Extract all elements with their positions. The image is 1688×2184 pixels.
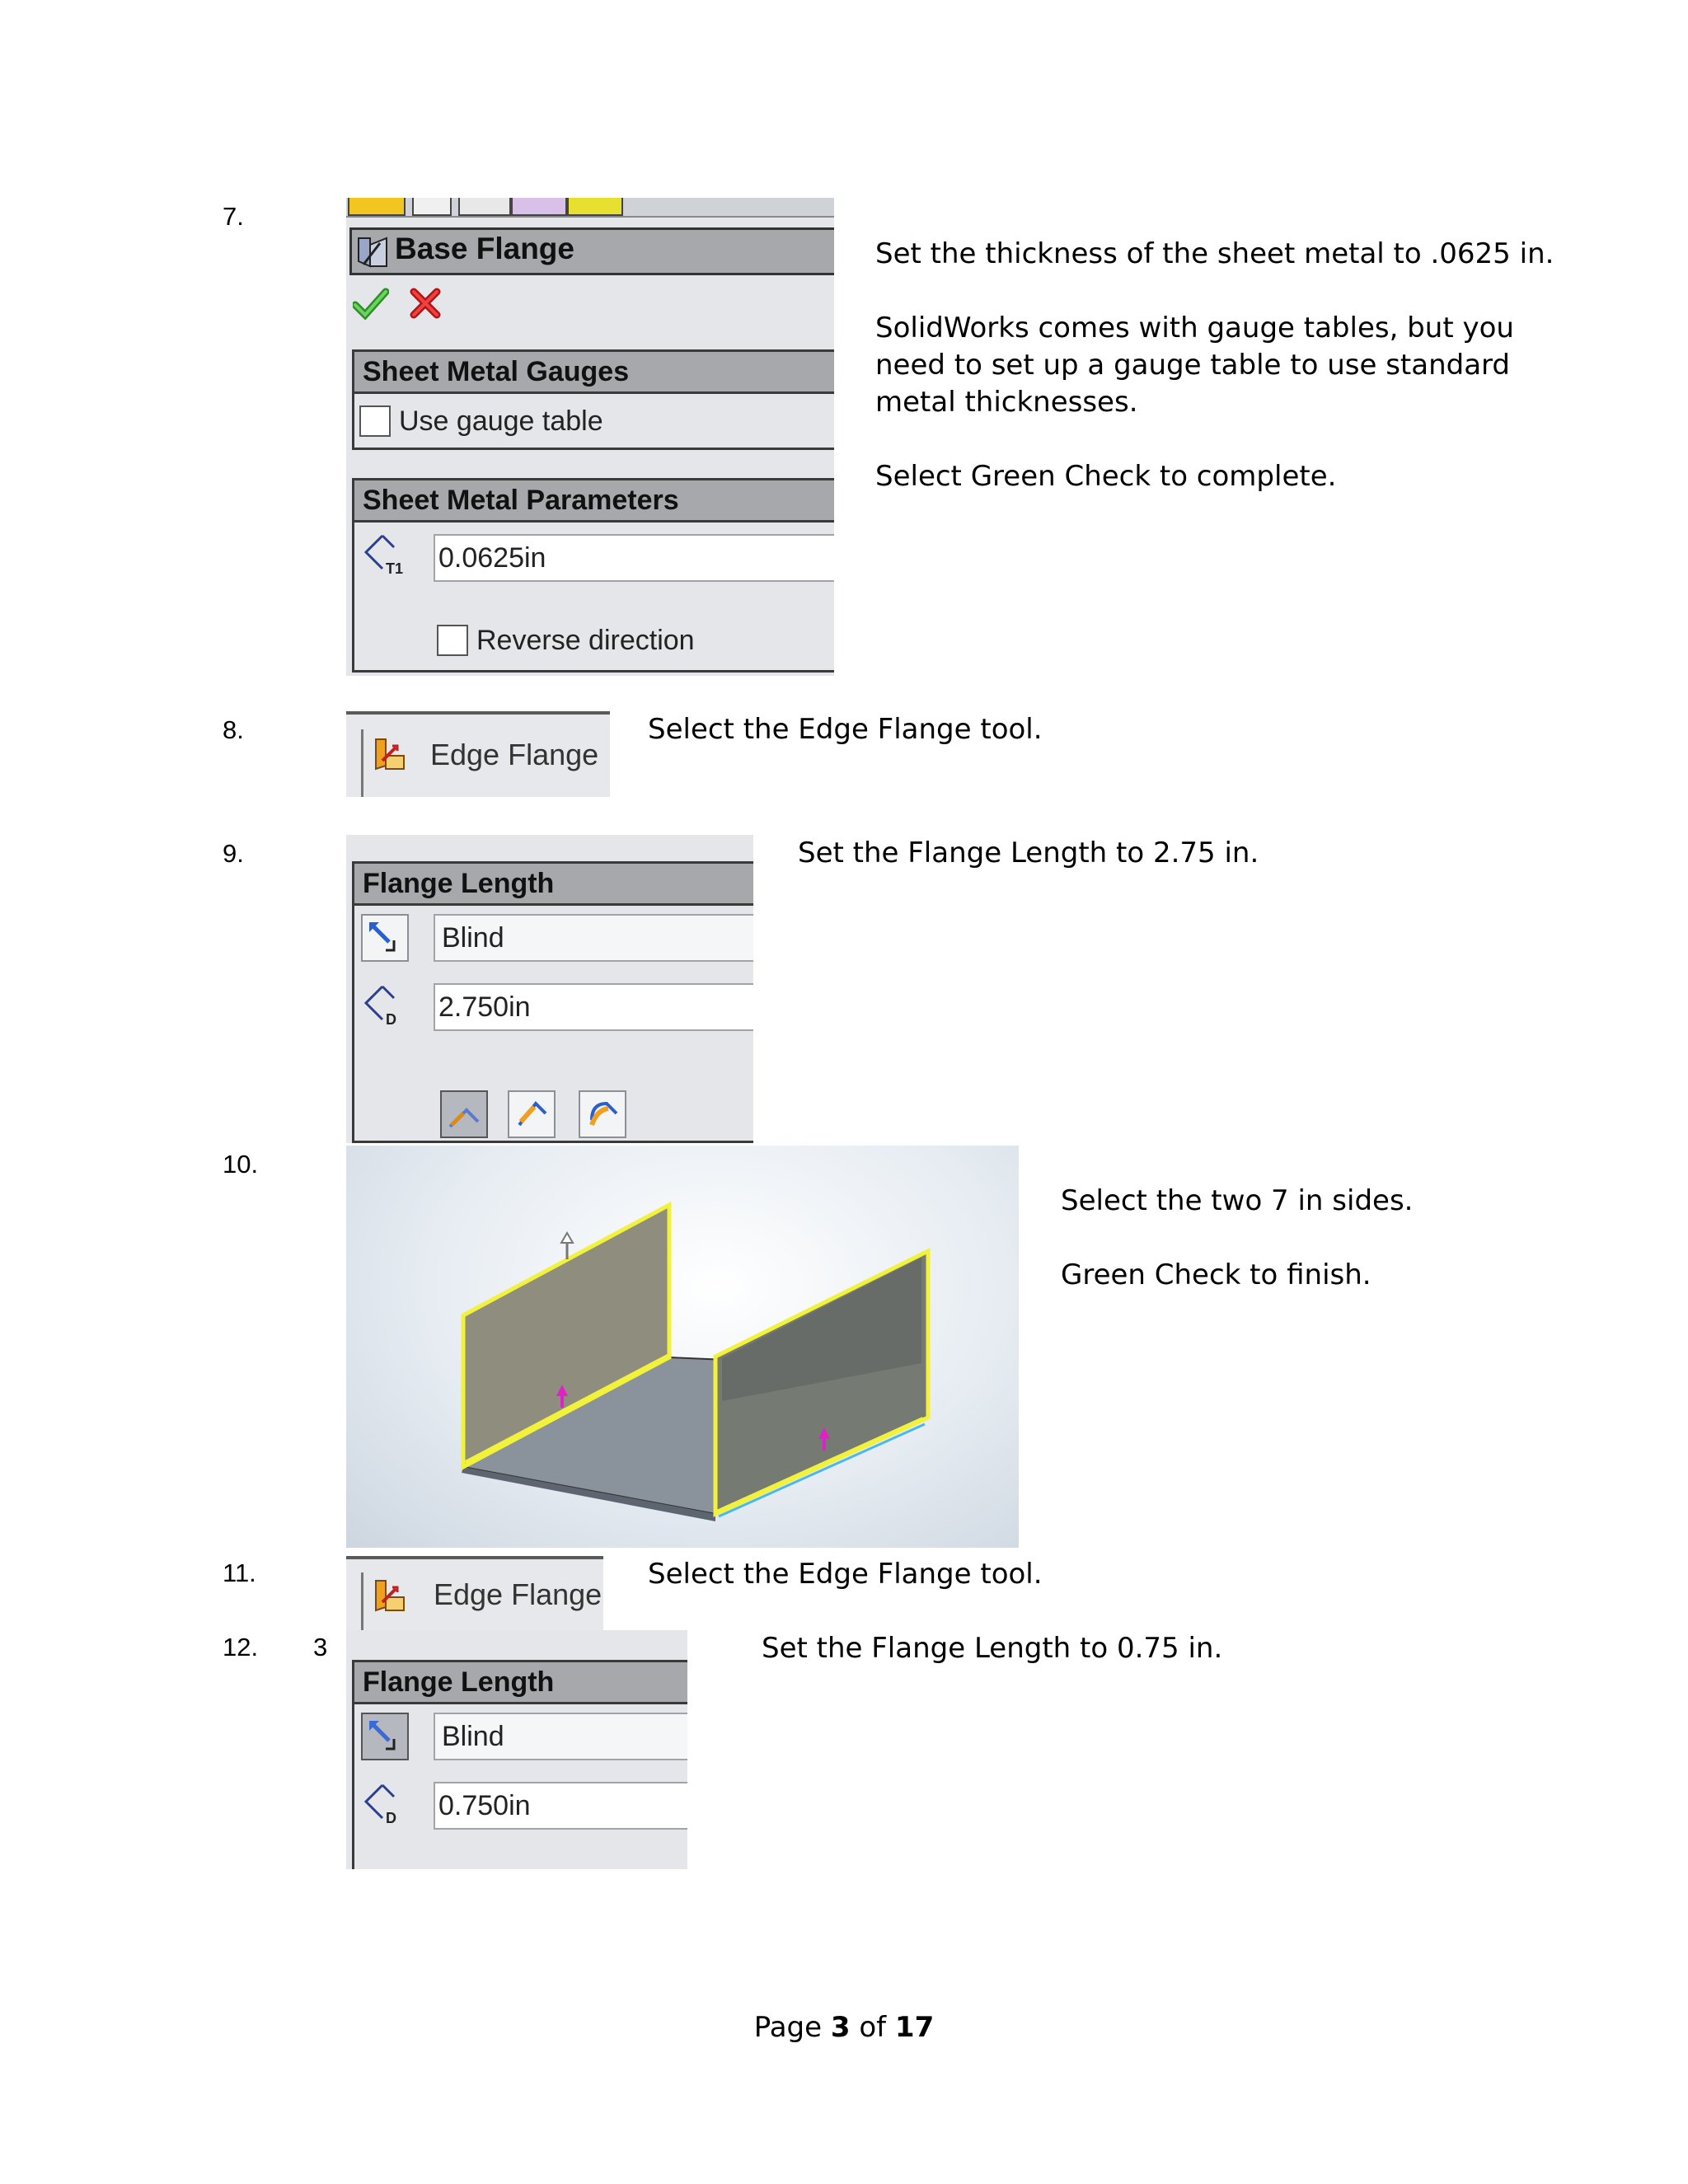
sheet-metal-parameters-group — [352, 523, 834, 673]
side-mark: 3 — [313, 1633, 328, 1661]
edge-flange-tool-button[interactable] — [346, 711, 610, 797]
inner-virtual-sharp-button[interactable] — [508, 1090, 556, 1138]
step-9-instructions — [798, 835, 1457, 872]
instruction-line: Set the Flange Length to 0.75 in. — [762, 1632, 1223, 1665]
edge-flange-tool-button[interactable] — [346, 1556, 603, 1632]
panel-title-bar — [349, 227, 834, 275]
edge-flange-label: Edge Flange — [430, 738, 599, 771]
step-number-8: 8. — [223, 715, 244, 744]
reverse-direction-label: Reverse direction — [476, 625, 695, 656]
flange-length-input[interactable]: 2.750in — [434, 983, 753, 1031]
dimxpert-tab-icon[interactable] — [511, 198, 567, 216]
flange-length-group — [352, 1704, 687, 1869]
display-manager-tab-icon[interactable] — [567, 198, 623, 216]
total-page-count: 17 — [894, 2011, 935, 2044]
use-gauge-table-label: Use gauge table — [399, 405, 603, 437]
svg-text:T1: T1 — [386, 560, 404, 577]
direction-arrow-icon — [363, 916, 407, 960]
property-manager-tabs[interactable] — [346, 198, 834, 218]
flange-length-panel — [346, 835, 753, 1143]
sheet-metal-gauges-group — [352, 394, 834, 450]
sheet-metal-gauges-header[interactable]: Sheet Metal Gauges — [352, 349, 834, 394]
step-number-12: 12. — [223, 1633, 259, 1661]
toolbar-separator — [361, 1572, 363, 1632]
step-number-11: 11. — [223, 1558, 256, 1587]
end-condition-direction-button[interactable] — [361, 914, 409, 962]
tangent-bend-button[interactable] — [579, 1090, 626, 1138]
flange-length-panel — [346, 1630, 687, 1869]
step-12-instructions — [762, 1630, 1421, 1667]
step-11-instructions — [648, 1556, 1307, 1593]
panel-title: Base Flange — [395, 232, 574, 265]
length-d-icon — [361, 983, 407, 1028]
sheet-metal-parameters-header[interactable]: Sheet Metal Parameters — [352, 478, 834, 523]
instruction-line: SolidWorks comes with gauge tables, but you need to set up a gauge table to use standard metal thicknesses. — [875, 312, 1514, 419]
flange-length-group — [352, 906, 753, 1143]
green-check-icon[interactable] — [353, 287, 389, 320]
end-condition-select[interactable]: Blind — [434, 1713, 687, 1760]
flange-length-header[interactable]: Flange Length — [352, 861, 753, 906]
edge-flange-icon — [371, 1577, 409, 1615]
base-flange-panel — [346, 198, 834, 676]
length-d-icon — [361, 1782, 407, 1826]
instruction-line: Green Check to finish. — [1061, 1258, 1372, 1291]
configuration-manager-tab-icon[interactable] — [458, 198, 511, 216]
step-number-9: 9. — [223, 839, 244, 868]
edge-flange-icon — [371, 736, 409, 774]
svg-text:D: D — [386, 1810, 396, 1826]
step-7-instructions — [875, 236, 1576, 495]
flange-length-header[interactable]: Flange Length — [352, 1660, 687, 1704]
toolbar-separator — [361, 729, 363, 797]
direction-arrow-icon — [363, 1714, 407, 1759]
sheet-metal-3d-viewport[interactable] — [346, 1146, 1019, 1548]
tangent-bend-icon — [580, 1092, 625, 1137]
outer-virtual-sharp-button[interactable] — [440, 1090, 488, 1138]
instruction-line: Select Green Check to complete. — [875, 460, 1337, 493]
svg-text:D: D — [386, 1011, 396, 1028]
step-number-7: 7. — [223, 202, 244, 231]
footer-prefix: Page — [753, 2011, 831, 2044]
instruction-line: Select the Edge Flange tool. — [648, 713, 1043, 746]
instruction-line: Set the Flange Length to 2.75 in. — [798, 837, 1259, 869]
instruction-line: Set the thickness of the sheet metal to .0625 in. — [875, 237, 1554, 270]
thickness-t1-icon — [361, 532, 407, 577]
red-x-cancel-icon[interactable] — [409, 287, 442, 320]
thickness-input[interactable]: 0.0625in — [434, 534, 834, 582]
flange-length-input[interactable]: 0.750in — [434, 1782, 687, 1830]
feature-manager-tab-icon[interactable] — [348, 198, 406, 216]
footer-middle: of — [850, 2011, 895, 2044]
end-condition-select[interactable]: Blind — [434, 914, 753, 962]
instruction-line: Select the Edge Flange tool. — [648, 1558, 1043, 1591]
property-manager-tab-icon[interactable] — [412, 198, 452, 216]
inner-virtual-sharp-icon — [509, 1092, 554, 1137]
use-gauge-table-checkbox[interactable] — [359, 405, 391, 437]
reverse-direction-checkbox[interactable] — [437, 625, 468, 656]
step-10-instructions — [1061, 1183, 1638, 1294]
u-channel-model[interactable] — [346, 1146, 1019, 1548]
outer-virtual-sharp-icon — [442, 1092, 486, 1137]
instruction-line: Select the two 7 in sides. — [1061, 1184, 1414, 1217]
step-8-instructions — [648, 711, 1307, 748]
current-page-number: 3 — [830, 2011, 851, 2044]
end-condition-direction-button[interactable] — [361, 1713, 409, 1760]
step-number-10: 10. — [223, 1150, 259, 1179]
page-footer — [0, 2011, 1688, 2044]
base-flange-icon — [355, 233, 392, 269]
edge-flange-label: Edge Flange — [434, 1577, 603, 1611]
